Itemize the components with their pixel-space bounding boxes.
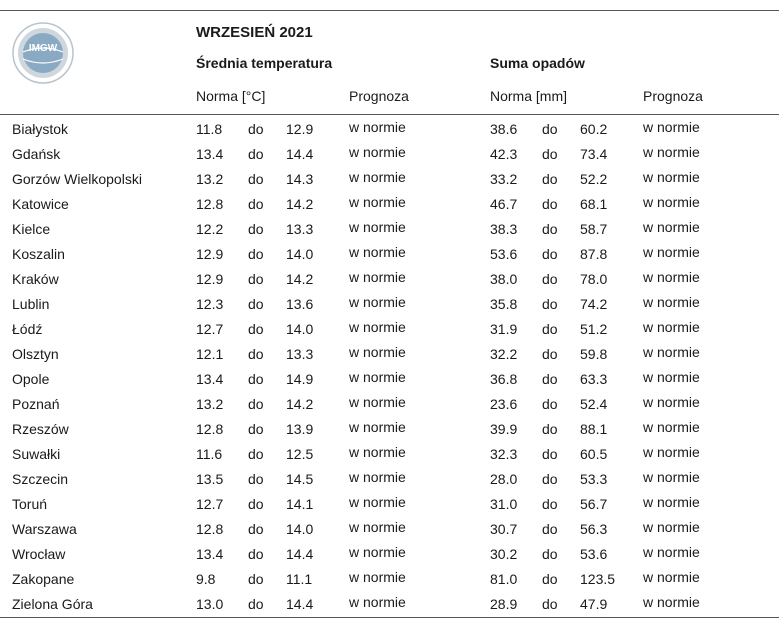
temp-norm-min: 12.8 (196, 521, 224, 537)
temp-forecast: w normie (349, 119, 406, 135)
precip-norm-min: 32.2 (490, 346, 518, 362)
precip-separator: do (542, 371, 558, 387)
city-name: Zielona Góra (12, 596, 93, 612)
temp-norm-max: 14.5 (286, 471, 314, 487)
temp-separator: do (248, 471, 264, 487)
precip-norm-max: 123.5 (580, 571, 616, 587)
temp-norm-min: 12.3 (196, 296, 224, 312)
table-row (0, 367, 779, 392)
temp-norm-min: 13.0 (196, 596, 224, 612)
temp-forecast: w normie (349, 169, 406, 185)
temp-forecast: w normie (349, 419, 406, 435)
precip-separator: do (542, 321, 558, 337)
precip-forecast: w normie (643, 419, 700, 435)
imgw-logo (12, 22, 74, 84)
temp-forecast: w normie (349, 494, 406, 510)
precip-norm-min: 30.7 (490, 521, 518, 537)
precip-separator: do (542, 421, 558, 437)
temp-norm-max: 13.3 (286, 221, 314, 237)
precip-norm-header: Norma [mm] (490, 88, 567, 104)
precip-norm-max: 52.4 (580, 396, 608, 412)
temp-separator: do (248, 346, 264, 362)
precip-forecast: w normie (643, 469, 700, 485)
temp-norm-max: 13.6 (286, 296, 314, 312)
table-row (0, 167, 779, 192)
temp-norm-max: 14.2 (286, 196, 314, 212)
temp-forecast: w normie (349, 544, 406, 560)
temp-norm-min: 12.8 (196, 196, 224, 212)
precip-forecast: w normie (643, 369, 700, 385)
precip-forecast-header: Prognoza (643, 88, 703, 104)
bottom-rule (0, 617, 779, 618)
precip-norm-min: 31.0 (490, 496, 518, 512)
temp-norm-max: 14.1 (286, 496, 314, 512)
temp-separator: do (248, 271, 264, 287)
city-name: Kraków (12, 271, 59, 287)
temp-separator: do (248, 421, 264, 437)
precip-separator: do (542, 446, 558, 462)
precip-forecast: w normie (643, 519, 700, 535)
precip-forecast: w normie (643, 319, 700, 335)
temp-norm-max: 14.9 (286, 371, 314, 387)
precip-forecast: w normie (643, 494, 700, 510)
city-name: Gdańsk (12, 146, 61, 162)
precip-norm-max: 59.8 (580, 346, 608, 362)
temperature-heading: Średnia temperatura (196, 55, 333, 71)
city-name: Koszalin (12, 246, 65, 262)
temp-norm-min: 12.1 (196, 346, 224, 362)
city-name: Białystok (12, 121, 69, 137)
precip-separator: do (542, 296, 558, 312)
precip-norm-min: 28.9 (490, 596, 518, 612)
city-name: Lublin (12, 296, 50, 312)
table-row (0, 317, 779, 342)
table-row (0, 417, 779, 442)
temp-separator: do (248, 171, 264, 187)
table-row (0, 242, 779, 267)
temp-norm-min: 12.2 (196, 221, 224, 237)
temp-separator: do (248, 296, 264, 312)
precip-forecast: w normie (643, 594, 700, 610)
city-name: Łódź (12, 321, 43, 337)
city-name: Rzeszów (12, 421, 69, 437)
temp-norm-min: 12.9 (196, 271, 224, 287)
temp-norm-max: 14.0 (286, 321, 314, 337)
temp-separator: do (248, 371, 264, 387)
temp-separator: do (248, 121, 264, 137)
temp-norm-max: 14.0 (286, 521, 314, 537)
precip-norm-max: 52.2 (580, 171, 608, 187)
temp-norm-max: 11.1 (286, 571, 313, 587)
city-name: Poznań (12, 396, 60, 412)
precip-separator: do (542, 496, 558, 512)
temp-forecast: w normie (349, 344, 406, 360)
page-title: WRZESIEŃ 2021 (196, 24, 313, 41)
temp-separator: do (248, 496, 264, 512)
precip-forecast: w normie (643, 244, 700, 260)
precip-norm-min: 32.3 (490, 446, 518, 462)
temp-forecast: w normie (349, 294, 406, 310)
temp-norm-max: 12.9 (286, 121, 314, 137)
precip-norm-max: 60.5 (580, 446, 608, 462)
temp-forecast: w normie (349, 219, 406, 235)
table-row (0, 492, 779, 517)
temp-forecast: w normie (349, 594, 406, 610)
temp-norm-max: 13.9 (286, 421, 314, 437)
temp-norm-max: 14.3 (286, 171, 314, 187)
city-name: Katowice (12, 196, 69, 212)
temp-norm-min: 12.7 (196, 496, 224, 512)
city-name: Opole (12, 371, 50, 387)
temp-forecast: w normie (349, 369, 406, 385)
precip-norm-max: 53.6 (580, 546, 608, 562)
precip-forecast: w normie (643, 544, 700, 560)
table-row (0, 442, 779, 467)
precip-norm-max: 51.2 (580, 321, 608, 337)
city-name: Kielce (12, 221, 51, 237)
temp-norm-min: 9.8 (196, 571, 216, 587)
precip-norm-max: 56.7 (580, 496, 608, 512)
table-row (0, 142, 779, 167)
precip-separator: do (542, 596, 558, 612)
temp-separator: do (248, 446, 264, 462)
temp-separator: do (248, 321, 264, 337)
precip-norm-min: 38.0 (490, 271, 518, 287)
precip-forecast: w normie (643, 144, 700, 160)
precip-separator: do (542, 471, 558, 487)
table-row (0, 542, 779, 567)
temp-separator: do (248, 546, 264, 562)
precip-forecast: w normie (643, 119, 700, 135)
precip-forecast: w normie (643, 169, 700, 185)
precip-norm-max: 63.3 (580, 371, 608, 387)
precip-norm-max: 87.8 (580, 246, 608, 262)
precip-separator: do (542, 546, 558, 562)
city-name: Zakopane (12, 571, 75, 587)
temp-separator: do (248, 521, 264, 537)
table-row (0, 292, 779, 317)
precip-separator: do (542, 396, 558, 412)
precip-norm-min: 28.0 (490, 471, 518, 487)
precip-norm-min: 30.2 (490, 546, 518, 562)
temp-norm-header: Norma [°C] (196, 88, 266, 104)
temp-separator: do (248, 221, 264, 237)
temp-forecast: w normie (349, 394, 406, 410)
precip-norm-min: 39.9 (490, 421, 518, 437)
temp-separator: do (248, 246, 264, 262)
temp-norm-min: 13.4 (196, 146, 224, 162)
precip-norm-min: 36.8 (490, 371, 518, 387)
precip-separator: do (542, 171, 558, 187)
temp-norm-min: 13.2 (196, 171, 224, 187)
city-name: Olsztyn (12, 346, 59, 362)
precip-norm-max: 53.3 (580, 471, 608, 487)
precipitation-heading: Suma opadów (490, 55, 585, 71)
temp-norm-min: 13.4 (196, 546, 224, 562)
city-name: Toruń (12, 496, 48, 512)
precip-norm-min: 42.3 (490, 146, 518, 162)
precip-norm-max: 58.7 (580, 221, 608, 237)
temp-norm-max: 12.5 (286, 446, 314, 462)
precip-separator: do (542, 121, 558, 137)
temp-forecast: w normie (349, 319, 406, 335)
precip-forecast: w normie (643, 269, 700, 285)
temp-forecast: w normie (349, 519, 406, 535)
temp-separator: do (248, 596, 264, 612)
city-name: Gorzów Wielkopolski (12, 171, 142, 187)
temp-separator: do (248, 196, 264, 212)
table-row (0, 467, 779, 492)
precip-separator: do (542, 521, 558, 537)
temp-forecast: w normie (349, 144, 406, 160)
precip-separator: do (542, 196, 558, 212)
precip-norm-min: 35.8 (490, 296, 518, 312)
temp-forecast: w normie (349, 569, 406, 585)
precip-separator: do (542, 346, 558, 362)
table-row (0, 267, 779, 292)
temp-norm-min: 13.2 (196, 396, 224, 412)
temp-norm-max: 13.3 (286, 346, 314, 362)
temp-norm-max: 14.0 (286, 246, 314, 262)
table-row (0, 567, 779, 592)
precip-forecast: w normie (643, 294, 700, 310)
temp-norm-max: 14.2 (286, 396, 314, 412)
temp-norm-min: 12.7 (196, 321, 224, 337)
temp-norm-max: 14.4 (286, 146, 314, 162)
precip-norm-min: 46.7 (490, 196, 518, 212)
precip-forecast: w normie (643, 219, 700, 235)
table-row (0, 392, 779, 417)
precip-separator: do (542, 221, 558, 237)
city-name: Warszawa (12, 521, 77, 537)
precip-norm-min: 33.2 (490, 171, 518, 187)
temp-norm-min: 12.9 (196, 246, 224, 262)
top-rule (0, 10, 779, 11)
precip-norm-max: 56.3 (580, 521, 608, 537)
temp-norm-min: 13.4 (196, 371, 224, 387)
table-row (0, 217, 779, 242)
precip-forecast: w normie (643, 444, 700, 460)
precip-norm-max: 47.9 (580, 596, 608, 612)
precip-separator: do (542, 271, 558, 287)
header-rule (0, 114, 779, 115)
precip-separator: do (542, 146, 558, 162)
temp-forecast-header: Prognoza (349, 88, 409, 104)
temp-norm-min: 11.6 (196, 446, 223, 462)
table-row (0, 117, 779, 142)
precip-norm-min: 31.9 (490, 321, 518, 337)
precip-forecast: w normie (643, 394, 700, 410)
city-name: Wrocław (12, 546, 66, 562)
precip-norm-max: 68.1 (580, 196, 608, 212)
temp-separator: do (248, 571, 264, 587)
table-row (0, 517, 779, 542)
precip-norm-max: 74.2 (580, 296, 608, 312)
temp-forecast: w normie (349, 244, 406, 260)
precip-norm-min: 38.3 (490, 221, 518, 237)
temp-separator: do (248, 396, 264, 412)
precip-forecast: w normie (643, 194, 700, 210)
temp-forecast: w normie (349, 269, 406, 285)
temp-norm-max: 14.2 (286, 271, 314, 287)
temp-norm-max: 14.4 (286, 546, 314, 562)
table-row (0, 592, 779, 617)
precip-norm-min: 81.0 (490, 571, 518, 587)
temp-norm-max: 14.4 (286, 596, 314, 612)
temp-forecast: w normie (349, 444, 406, 460)
table-row (0, 342, 779, 367)
precip-norm-max: 88.1 (580, 421, 608, 437)
temp-forecast: w normie (349, 469, 406, 485)
precip-norm-max: 78.0 (580, 271, 608, 287)
precip-norm-min: 23.6 (490, 396, 518, 412)
temp-norm-min: 12.8 (196, 421, 224, 437)
temp-forecast: w normie (349, 194, 406, 210)
temp-norm-min: 13.5 (196, 471, 224, 487)
precip-norm-max: 73.4 (580, 146, 608, 162)
temp-separator: do (248, 146, 264, 162)
precip-norm-min: 38.6 (490, 121, 518, 137)
precip-forecast: w normie (643, 569, 700, 585)
logo-text-top: IMGW (28, 43, 58, 54)
precip-forecast: w normie (643, 344, 700, 360)
precip-norm-max: 60.2 (580, 121, 608, 137)
city-name: Suwałki (12, 446, 61, 462)
temp-norm-min: 11.8 (196, 121, 223, 137)
precip-separator: do (542, 571, 558, 587)
city-name: Szczecin (12, 471, 69, 487)
table-row (0, 192, 779, 217)
precip-norm-min: 53.6 (490, 246, 518, 262)
precip-separator: do (542, 246, 558, 262)
